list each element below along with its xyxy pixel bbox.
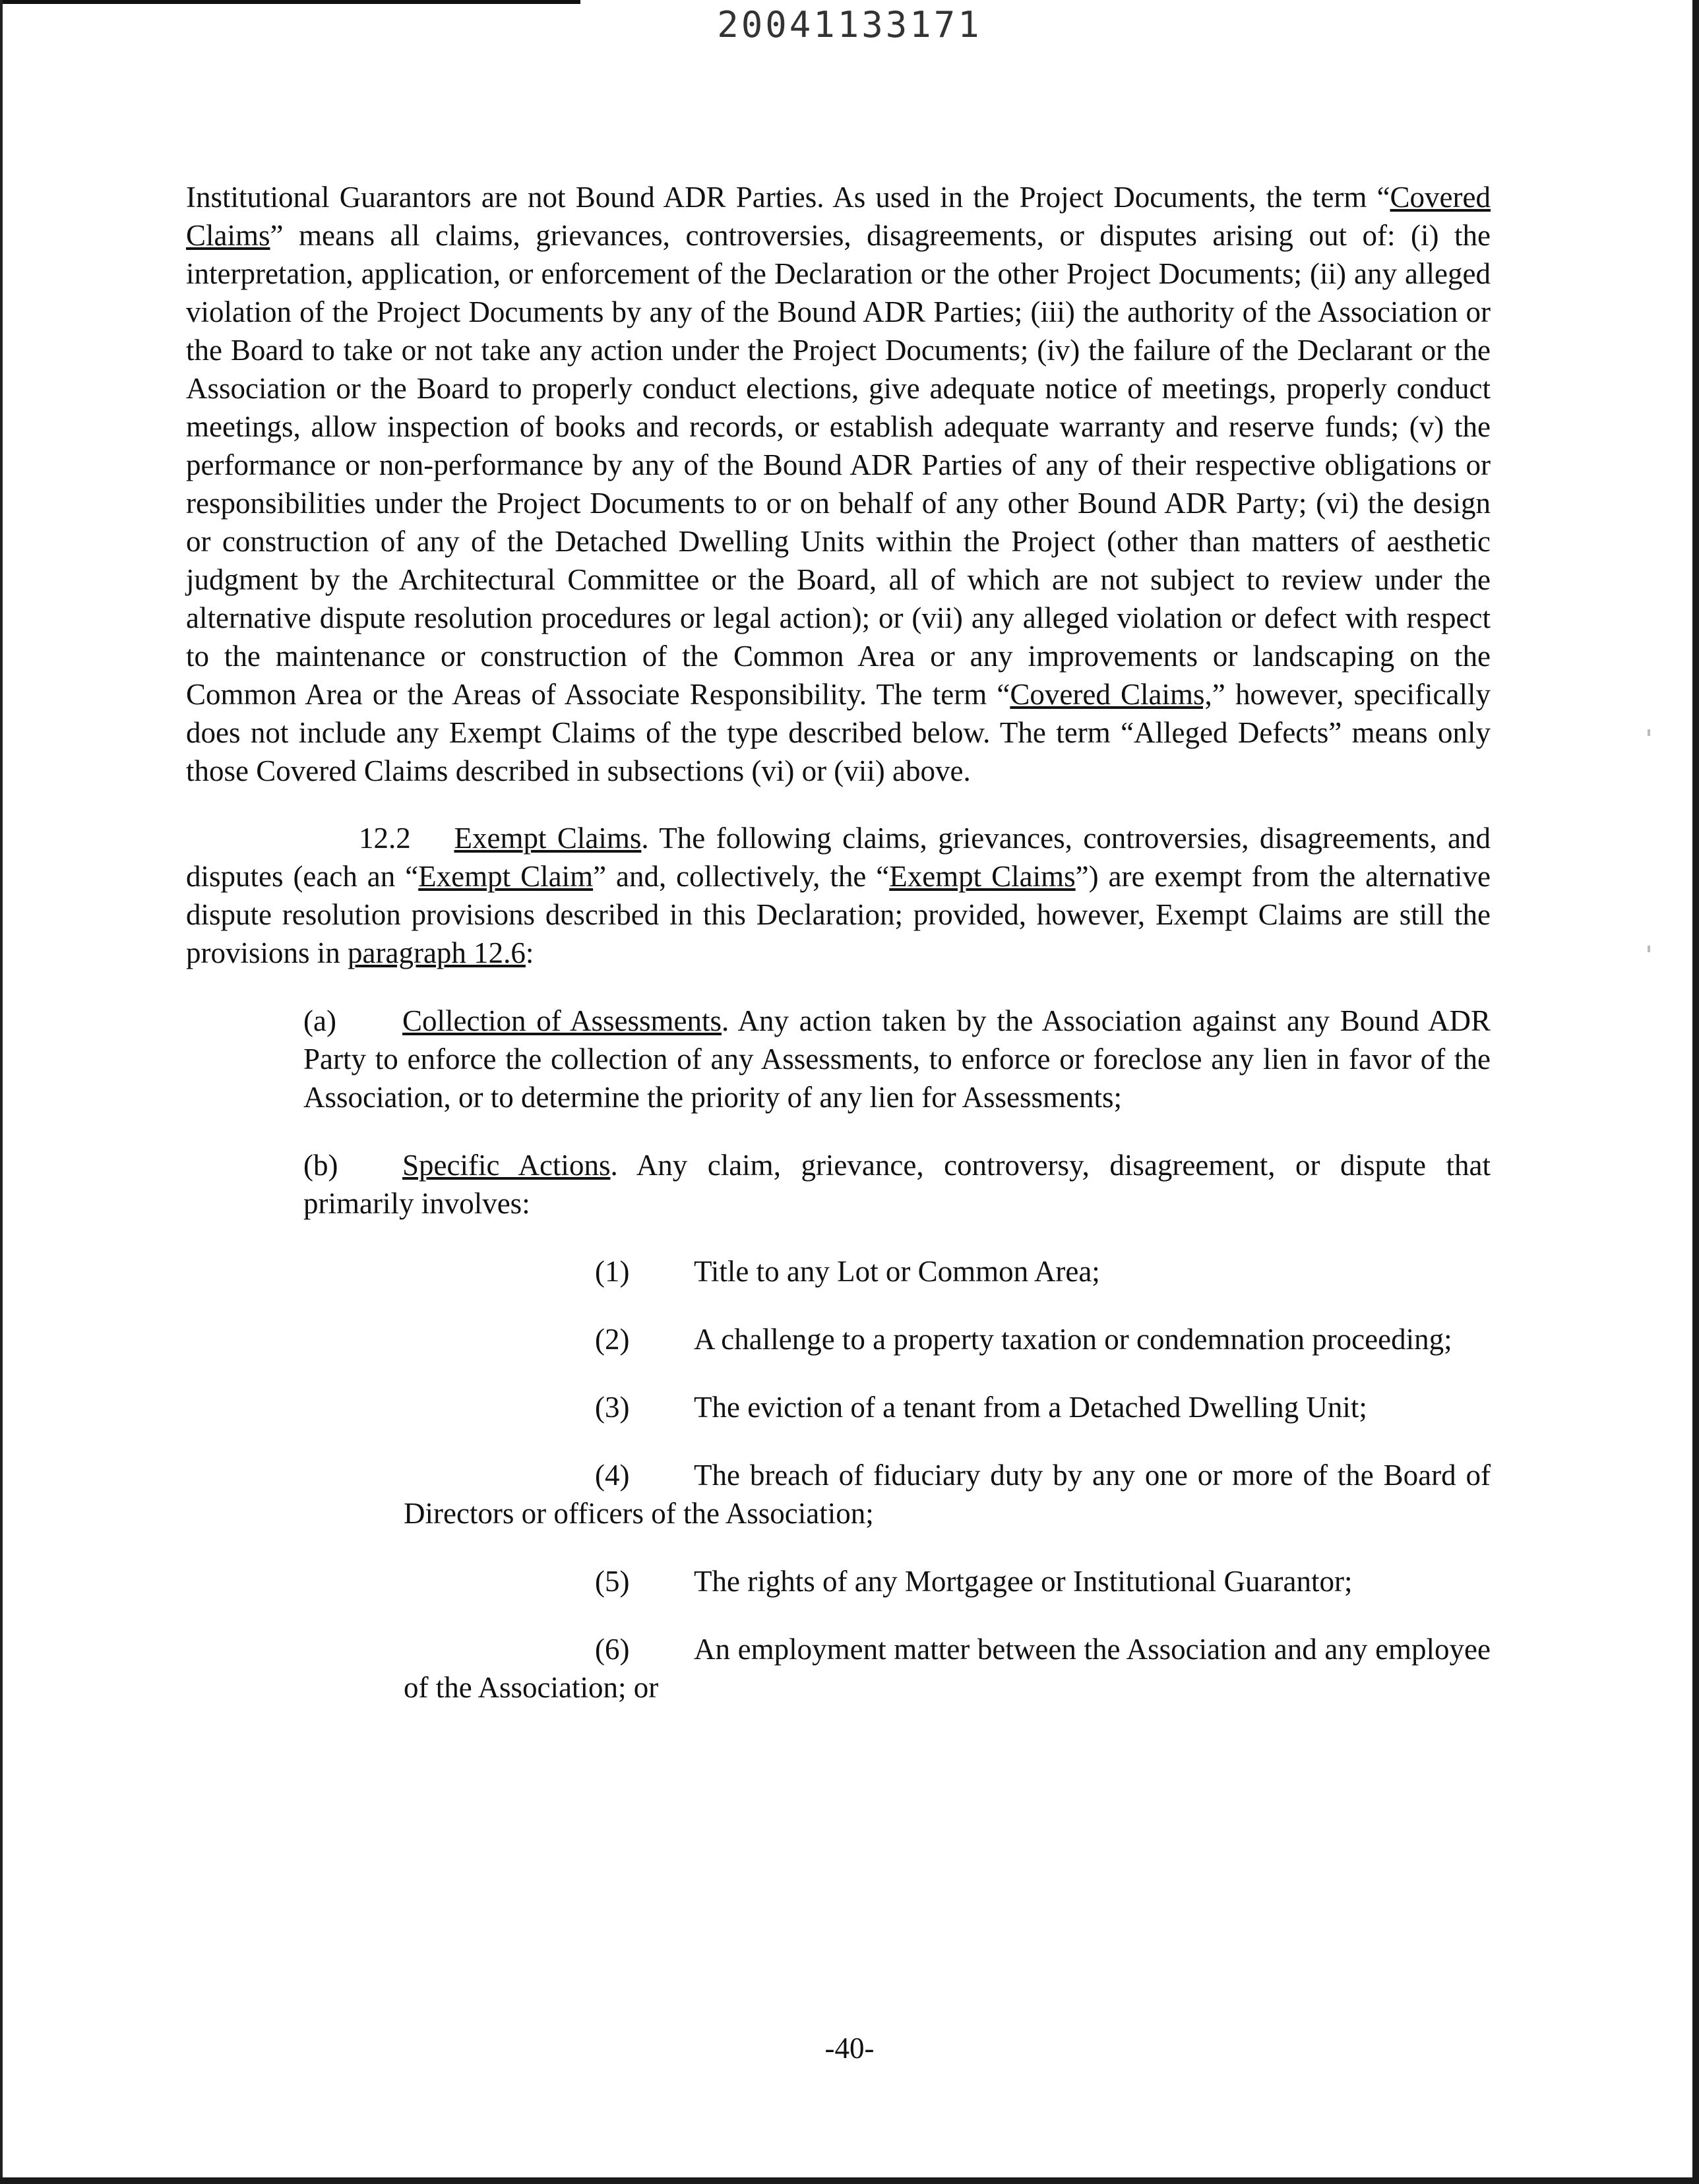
- numbered-item-label: (6): [595, 1633, 630, 1666]
- numbered-item-label: (5): [595, 1565, 630, 1598]
- document-body: [186, 178, 1491, 1736]
- page-number: -40-: [824, 2032, 875, 2065]
- exempt-claims-term: Exempt Claims: [889, 860, 1076, 893]
- numbered-item: [404, 1456, 1491, 1532]
- section-12-2-paragraph: 12.2 Exempt Claims. The following claims, grievances, controversies, disagreements, and disputes (each an “Exempt Claim” and, collectively, the “Exempt Claims”) are exempt from the alternative dispute resolution provisions described in this Declaration; provided, however, Exempt Claims are still the provisions in paragraph 12.6:: [186, 822, 1491, 969]
- numbered-item: [404, 1388, 1491, 1426]
- numbered-item-text: An employment matter between the Association and any employee of the Association; or: [404, 1633, 1491, 1704]
- page-border-bottom: [0, 2177, 1699, 2184]
- section-heading: Exempt Claims: [454, 822, 642, 855]
- numbered-item-text: The eviction of a tenant from a Detached Dwelling Unit;: [694, 1391, 1367, 1424]
- exempt-claim-term: Exempt Claim: [418, 860, 594, 893]
- item-heading: Specific Actions: [402, 1149, 611, 1182]
- numbered-item-label: (1): [595, 1255, 630, 1288]
- scan-artifact-mark: [1648, 946, 1650, 952]
- numbered-item-text: The breach of fiduciary duty by any one or more of the Board of Directors or officers of the Association;: [404, 1459, 1491, 1530]
- paragraph-reference: paragraph 12.6: [348, 936, 526, 969]
- numbered-item-text: Title to any Lot or Common Area;: [694, 1255, 1100, 1288]
- covered-claims-term: Covered Claims,: [1010, 678, 1212, 711]
- numbered-item-text: The rights of any Mortgagee or Institutional Guarantor;: [694, 1565, 1353, 1598]
- page-border-right: [1692, 0, 1699, 2184]
- numbered-item-text: A challenge to a property taxation or condemnation proceeding;: [694, 1323, 1452, 1356]
- item-label: (b): [303, 1149, 338, 1182]
- numbered-item-label: (4): [595, 1459, 630, 1492]
- document-id: 20041133171: [717, 4, 982, 46]
- section-number: 12.2: [359, 822, 411, 855]
- item-b-paragraph: (b) Specific Actions. Any claim, grievance, controversy, disagreement, or dispute that primarily involves:: [303, 1146, 1491, 1223]
- numbered-item-label: (2): [595, 1323, 630, 1356]
- numbered-item: [404, 1252, 1491, 1290]
- numbered-item: [404, 1562, 1491, 1600]
- covered-claims-term: Covered Claims: [186, 181, 1491, 252]
- scan-artifact-mark: [1648, 729, 1650, 736]
- numbered-item: [404, 1630, 1491, 1707]
- numbered-item-label: (3): [595, 1391, 630, 1424]
- intro-paragraph: Institutional Guarantors are not Bound ADR Parties. As used in the Project Documents, the term “Covered Claims” means all claims, grievances, controversies, disagreements, or disputes arising out of: (i) the interpretation, application, or enforcement of the Declaration or the other Project Documents; (ii) any alleged violation of the Project Documents by any of the Bound ADR Parties; (iii) the authority of the Association or the Board to take or not take any action under the Project Documents; (iv) the failure of the Declarant or the Association or the Board to properly conduct elections, give adequate notice of meetings, properly conduct meetings, allow inspection of books and records, or establish adequate warranty and reserve funds; (v) the performance or non-performance by any of the Bound ADR Parties of any of their respective obligations or responsibilities under the Project Documents to or on behalf of any other Bound ADR Party; (vi) the design or construction of any of the Detached Dwelling Units within the Project (other than matters of aesthetic judgment by the Architectural Committee or the Board, all of which are not subject to review under the alternative dispute resolution procedures or legal action); or (vii) any alleged violation or defect with respect to the maintenance or construction of the Common Area or any improvements or landscaping on the Common Area or the Areas of Associate Responsibility. The term “Covered Claims,” however, specifically does not include any Exempt Claims of the type described below. The term “Alleged Defects” means only those Covered Claims described in subsections (vi) or (vii) above.: [186, 181, 1491, 787]
- item-heading: Collection of Assessments: [402, 1004, 722, 1037]
- item-a-paragraph: (a) Collection of Assessments. Any action taken by the Association against any Bound ADR Party to enforce the collection of any Assessments, to enforce or foreclose any lien in favor of the Association, or to determine the priority of any lien for Assessments;: [303, 1002, 1491, 1116]
- numbered-item: [404, 1320, 1491, 1358]
- page-border-left: [0, 0, 3, 2184]
- item-label: (a): [303, 1004, 336, 1037]
